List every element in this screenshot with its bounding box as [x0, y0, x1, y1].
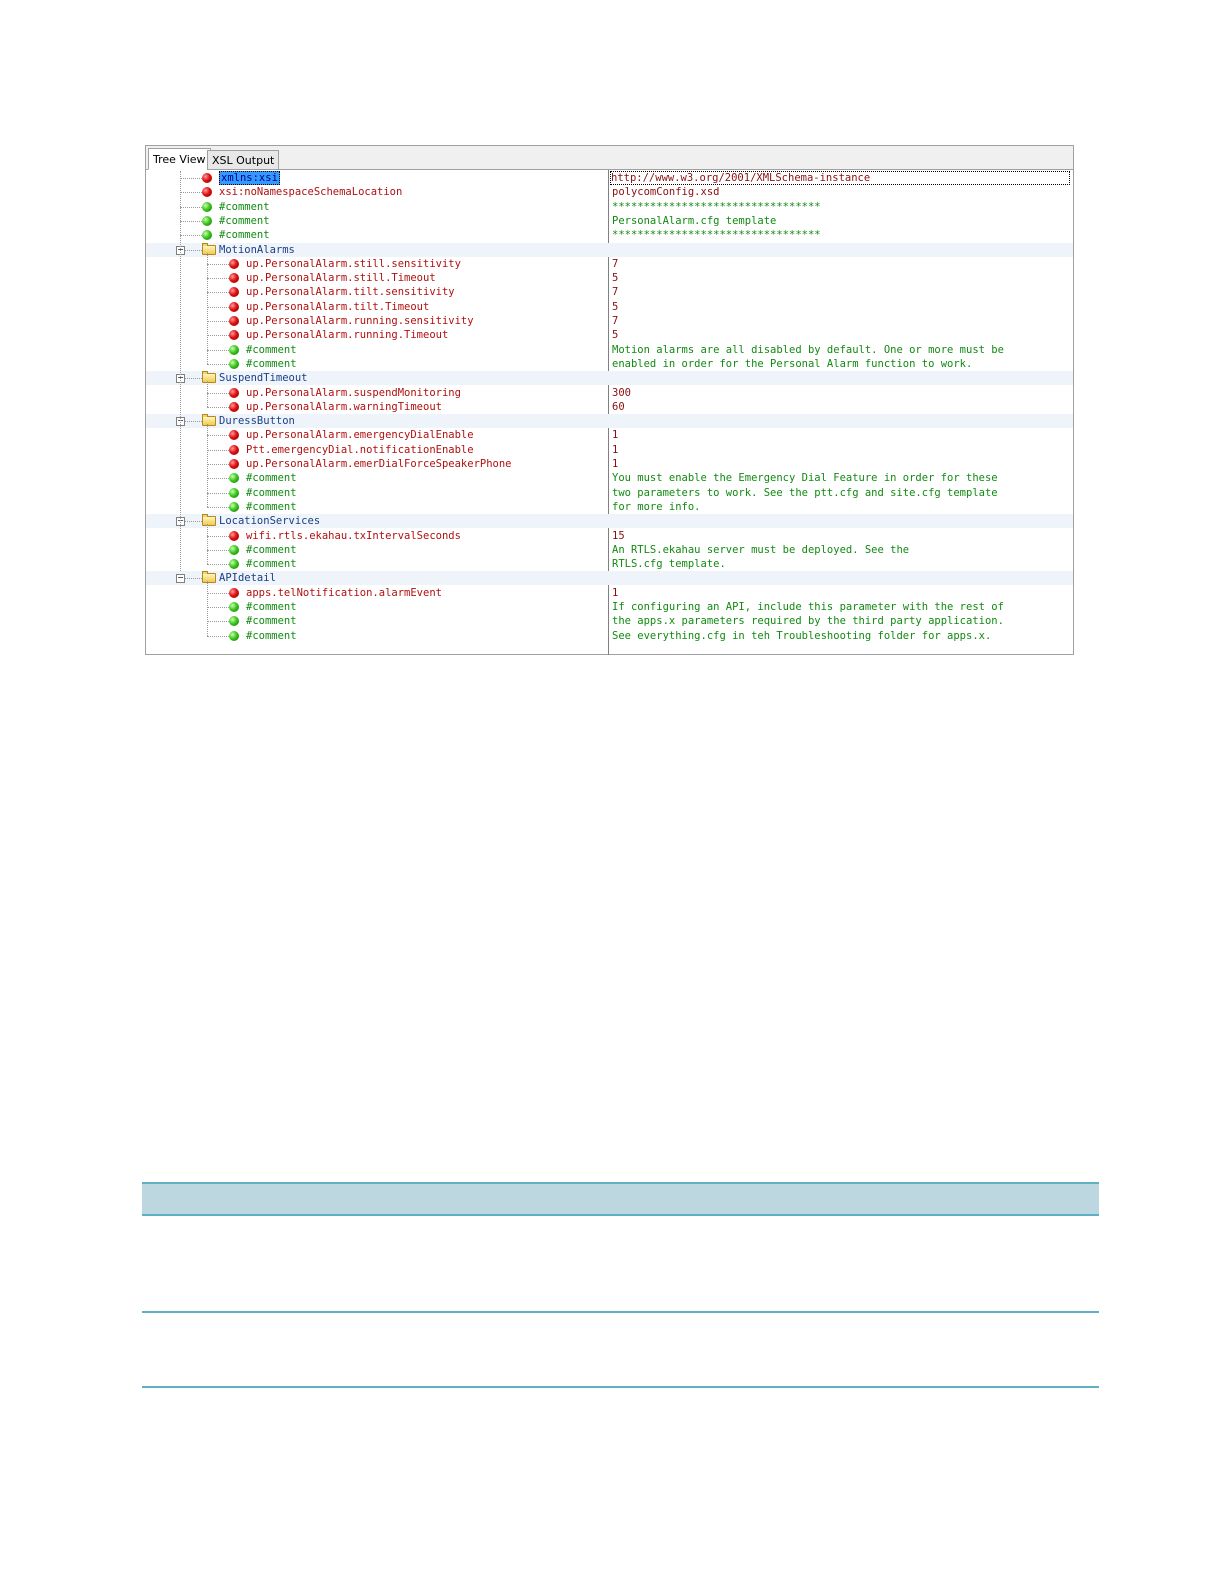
tree-node-name[interactable]: xmlns:xsi — [221, 172, 278, 184]
tree-row[interactable] — [146, 400, 1073, 414]
tree-node-name[interactable]: up.PersonalAlarm.emerDialForceSpeakerPhone — [246, 458, 512, 470]
tree-row[interactable] — [146, 185, 1073, 199]
comment-node-icon — [229, 502, 239, 512]
tree-node-value[interactable]: Motion alarms are all disabled by default. One or more must be — [612, 343, 1004, 356]
tree-node-name[interactable]: up.PersonalAlarm.tilt.sensitivity — [246, 286, 455, 299]
tree-node-name[interactable]: #comment — [246, 500, 297, 513]
collapse-toggle[interactable]: − — [177, 244, 184, 254]
tree-connector — [180, 207, 202, 208]
tree-node-name[interactable]: APIdetail — [219, 572, 276, 585]
tree-row[interactable] — [146, 371, 1073, 385]
tree-connector — [207, 364, 229, 365]
tree-node-name[interactable]: wifi.rtls.ekahau.txIntervalSeconds — [246, 529, 461, 542]
attribute-node-icon — [229, 445, 239, 455]
tree-node-name[interactable]: up.PersonalAlarm.suspendMonitoring — [246, 386, 461, 399]
tree-node-value[interactable]: 5 — [612, 272, 619, 285]
tree-connector — [207, 507, 229, 508]
tree-connector — [207, 550, 229, 551]
attribute-node-icon — [229, 316, 239, 326]
tree-row[interactable] — [146, 529, 1073, 543]
tab-bar — [146, 146, 1073, 170]
folder-icon — [202, 416, 216, 426]
comment-node-icon — [202, 216, 212, 226]
tree-row[interactable] — [146, 486, 1073, 500]
tree-node-name[interactable]: up.PersonalAlarm.running.Timeout — [246, 329, 449, 342]
comment-node-icon — [202, 230, 212, 240]
tree-node-value[interactable]: 1 — [612, 586, 619, 599]
collapse-toggle[interactable]: − — [177, 373, 184, 383]
tree-connector — [207, 464, 229, 465]
tree-node-value[interactable]: 300 — [612, 386, 631, 399]
table-row-divider — [142, 1311, 1099, 1313]
xml-editor-window — [145, 145, 1074, 655]
tree-node-name[interactable]: Ptt.emergencyDial.notificationEnable — [246, 443, 474, 456]
tree-node-value[interactable]: http://www.w3.org/2001/XMLSchema-instance — [610, 171, 1070, 185]
tree-connector — [180, 171, 181, 571]
attribute-node-icon — [202, 173, 212, 183]
comment-node-icon — [229, 488, 239, 498]
comment-node-icon — [229, 631, 239, 641]
tree-node-value[interactable]: ********************************* — [612, 200, 821, 213]
tree-node-value[interactable]: You must enable the Emergency Dial Feature in order for these — [612, 472, 998, 485]
tree-row[interactable] — [146, 457, 1073, 471]
tree-row[interactable] — [146, 443, 1073, 457]
tree-node-name[interactable]: #comment — [246, 543, 297, 556]
tree-row[interactable] — [146, 571, 1073, 585]
comment-node-icon — [229, 545, 239, 555]
attribute-node-icon — [229, 388, 239, 398]
tree-node-name[interactable]: up.PersonalAlarm.still.sensitivity — [246, 257, 461, 270]
tree-node-value[interactable]: 15 — [612, 529, 625, 542]
tree-connector — [207, 581, 208, 635]
attribute-node-icon — [229, 531, 239, 541]
tree-connector — [207, 536, 229, 537]
tree-connector — [180, 235, 202, 236]
folder-icon — [202, 573, 216, 583]
tree-connector — [207, 450, 229, 451]
tree-connector — [207, 350, 229, 351]
comment-node-icon — [229, 559, 239, 569]
tree-row[interactable] — [146, 386, 1073, 400]
tree-connector — [207, 424, 208, 507]
tree-node-name[interactable]: apps.telNotification.alarmEvent — [246, 586, 442, 599]
tree-row[interactable] — [146, 243, 1073, 257]
comment-node-icon — [229, 345, 239, 355]
tree-row[interactable] — [146, 200, 1073, 214]
attribute-node-icon — [229, 302, 239, 312]
tree-row[interactable] — [146, 271, 1073, 285]
tree-row[interactable] — [146, 257, 1073, 271]
tree-node-value[interactable]: RTLS.cfg template. — [612, 558, 726, 571]
table-header-row — [142, 1182, 1099, 1216]
tree-node-value[interactable]: two parameters to work. See the ptt.cfg and site.cfg template — [612, 486, 998, 499]
tree-node-name[interactable]: #comment — [246, 472, 297, 485]
tree-node-name[interactable]: up.PersonalAlarm.warningTimeout — [246, 400, 442, 413]
tree-node-name[interactable]: #comment — [246, 486, 297, 499]
tree-connector — [207, 564, 229, 565]
tree-row[interactable] — [146, 228, 1073, 242]
tree-node-value[interactable]: PersonalAlarm.cfg template — [612, 214, 777, 227]
tree-node-value[interactable]: 5 — [612, 329, 619, 342]
tree-node-name[interactable]: #comment — [219, 229, 270, 242]
tree-connector — [207, 478, 229, 479]
tree-node-name[interactable]: SuspendTimeout — [219, 372, 308, 385]
tree-connector — [207, 593, 229, 594]
tree-node-name[interactable]: up.PersonalAlarm.still.Timeout — [246, 272, 436, 285]
comment-node-icon — [229, 473, 239, 483]
tree-node-name[interactable]: DuressButton — [219, 415, 295, 428]
attribute-node-icon — [202, 187, 212, 197]
tree-node-name[interactable]: up.PersonalAlarm.running.sensitivity — [246, 315, 474, 327]
tree-node-value[interactable]: See everything.cfg in teh Troubleshooting folder for apps.x. — [612, 629, 992, 642]
tree-row[interactable] — [146, 285, 1073, 299]
tree-connector — [207, 493, 229, 494]
folder-icon — [202, 373, 216, 383]
tab-xsl-output[interactable]: XSL Output — [207, 150, 279, 170]
folder-icon — [202, 516, 216, 526]
comment-node-icon — [229, 359, 239, 369]
tree-node-name[interactable]: up.PersonalAlarm.emergencyDialEnable — [246, 429, 474, 442]
tree-node-value[interactable]: 1 — [612, 458, 619, 470]
tree-connector — [207, 407, 229, 408]
tree-node-value[interactable]: ********************************* — [612, 229, 821, 242]
tree-node-name[interactable]: LocationServices — [219, 515, 321, 528]
tree-connector — [180, 192, 202, 193]
tree-node-name[interactable]: xsi:noNamespaceSchemaLocation — [219, 186, 403, 199]
tree-connector — [207, 264, 229, 265]
table-row-divider — [142, 1386, 1099, 1388]
tree-node-name[interactable]: #comment — [219, 214, 270, 227]
tree-node-value[interactable]: polycomConfig.xsd — [612, 186, 720, 199]
tree-node-value[interactable]: the apps.x parameters required by the third party application. — [612, 615, 1004, 628]
tree-row[interactable] — [146, 500, 1073, 514]
tree-node-value[interactable]: 7 — [612, 286, 619, 299]
tree-row[interactable] — [146, 600, 1073, 614]
tree-connector — [207, 621, 229, 622]
tree-node-name[interactable]: #comment — [246, 558, 297, 571]
tree-connector — [180, 178, 202, 179]
tree-row[interactable] — [146, 543, 1073, 557]
tree-row[interactable] — [146, 414, 1073, 428]
comment-node-icon — [229, 616, 239, 626]
tree-node-name[interactable]: MotionAlarms — [219, 243, 295, 256]
tree-node-value[interactable]: 5 — [612, 300, 619, 313]
attribute-node-icon — [229, 330, 239, 340]
tree-node-value[interactable]: 1 — [612, 443, 619, 456]
tree-row[interactable] — [146, 614, 1073, 628]
tree-row[interactable] — [146, 343, 1073, 357]
attribute-node-icon — [229, 259, 239, 269]
tree-node-value[interactable]: If configuring an API, include this parameter with the rest of — [612, 601, 1004, 613]
tab-tree-view[interactable]: Tree View — [148, 148, 211, 170]
tree-connector — [180, 221, 202, 222]
attribute-node-icon — [229, 459, 239, 469]
tree-row[interactable] — [146, 300, 1073, 314]
tree-row[interactable] — [146, 557, 1073, 571]
collapse-toggle[interactable]: − — [177, 416, 184, 426]
tree-node-name[interactable]: #comment — [246, 601, 297, 613]
tree-connector — [207, 278, 229, 279]
attribute-node-icon — [229, 287, 239, 297]
tree-connector — [207, 321, 229, 322]
tree-connector — [207, 292, 229, 293]
tree-node-name[interactable]: #comment — [219, 200, 270, 213]
tree-node-value[interactable]: 60 — [612, 400, 625, 413]
tree-row[interactable] — [146, 586, 1073, 600]
tree-row[interactable] — [146, 357, 1073, 371]
tree-row[interactable] — [146, 629, 1073, 643]
tree-connector — [207, 435, 229, 436]
tree-connector — [207, 607, 229, 608]
folder-icon — [202, 245, 216, 255]
tree-node-value[interactable]: 7 — [612, 315, 619, 327]
tree-node-name[interactable]: #comment — [246, 343, 297, 356]
tree-node-value[interactable]: for more info. — [612, 500, 701, 513]
tree-row[interactable] — [146, 428, 1073, 442]
tree-row[interactable] — [146, 171, 1073, 185]
tree-node-name[interactable]: #comment — [246, 615, 297, 628]
tree-node-name[interactable]: #comment — [246, 357, 297, 370]
attribute-node-icon — [229, 402, 239, 412]
tree-node-name[interactable]: #comment — [246, 629, 297, 642]
tree-node-value[interactable]: 1 — [612, 429, 619, 442]
tree-node-value[interactable]: enabled in order for the Personal Alarm function to work. — [612, 357, 973, 370]
tree-node-value[interactable]: An RTLS.ekahau server must be deployed. See the — [612, 543, 910, 556]
attribute-node-icon — [229, 430, 239, 440]
collapse-toggle[interactable]: − — [177, 516, 184, 526]
tree-connector — [207, 381, 208, 407]
tree-connector — [207, 636, 229, 637]
tree-row[interactable] — [146, 314, 1073, 328]
collapse-toggle[interactable]: − — [177, 573, 184, 583]
comment-node-icon — [202, 202, 212, 212]
tree-connector — [207, 524, 208, 564]
tree-node-name[interactable]: up.PersonalAlarm.tilt.Timeout — [246, 300, 430, 313]
tree-row[interactable] — [146, 471, 1073, 485]
tree-connector — [207, 253, 208, 364]
attribute-node-icon — [229, 273, 239, 283]
tree-node-value[interactable]: 7 — [612, 257, 619, 270]
tree-row[interactable] — [146, 514, 1073, 528]
tree-connector — [207, 307, 229, 308]
tree-row[interactable] — [146, 214, 1073, 228]
tree-connector — [207, 335, 229, 336]
attribute-node-icon — [229, 588, 239, 598]
comment-node-icon — [229, 602, 239, 612]
tree-row[interactable] — [146, 328, 1073, 342]
tree-connector — [207, 393, 229, 394]
